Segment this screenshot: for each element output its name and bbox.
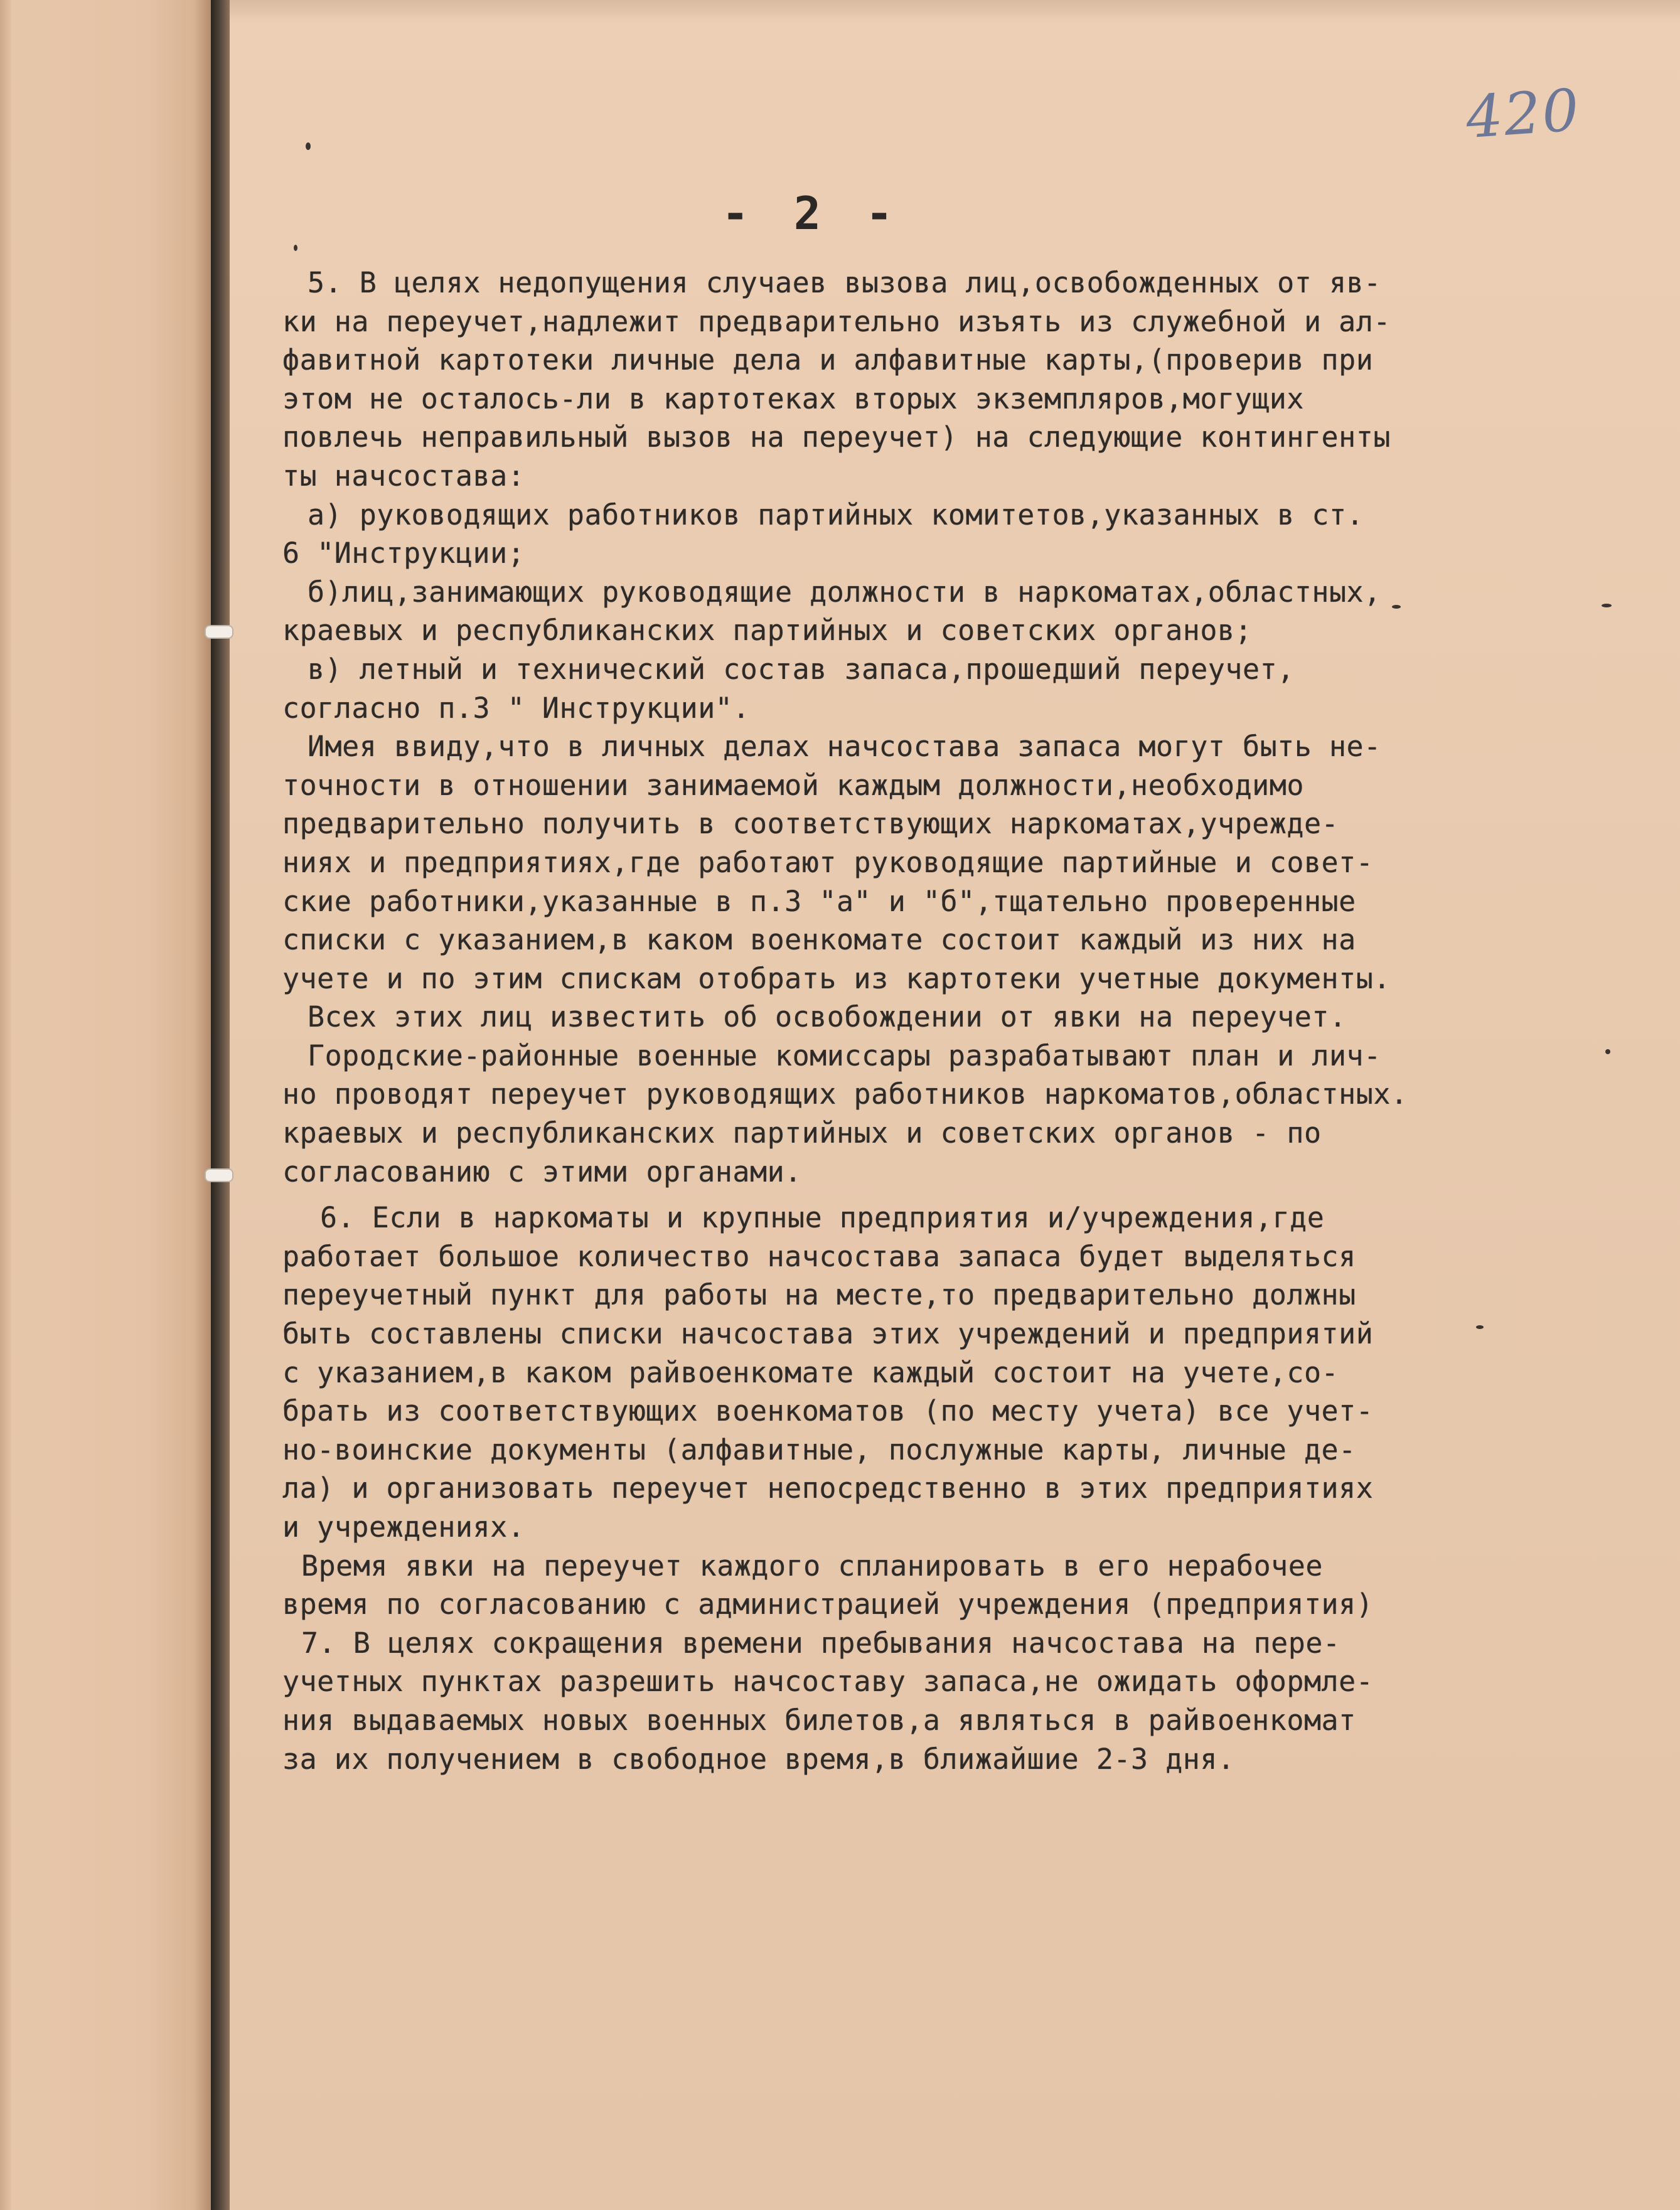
text-line: переучетный пункт для работы на месте,то предварительно должны — [282, 1278, 1356, 1312]
text-line: краевых и республиканских партийных и советских органов; — [282, 614, 1253, 648]
text-line: согласно п.3 " Инструкции". — [282, 691, 750, 725]
text-line: ки на переучет,надлежит предварительно изъять из служебной и ал- — [282, 304, 1391, 338]
text-line: но проводят переучет руководящих работников наркоматов,областных. — [282, 1077, 1408, 1111]
text-line: время по согласованию с администрацией учреждения (предприятия) — [282, 1588, 1374, 1621]
page-edge-shade — [0, 0, 11, 2210]
ink-speck — [1476, 1325, 1484, 1329]
text-line: Городские-районные военные комиссары разрабатывают план и лич- — [308, 1038, 1381, 1072]
text-line: но-воинские документы (алфавитные, послужные карты, личные де- — [282, 1433, 1356, 1466]
page-number: - 2 - — [722, 187, 902, 240]
text-line: краевых и республиканских партийных и советских органов - по — [282, 1116, 1322, 1150]
ink-speck — [294, 245, 297, 251]
text-line: 6. Если в наркоматы и крупные предприятия и/учреждения,где — [320, 1201, 1325, 1235]
ink-speck — [306, 142, 311, 150]
text-line: 7. В целях сокращения времени пребывания начсостава на пере- — [301, 1626, 1340, 1660]
ink-speck — [1605, 1049, 1610, 1054]
text-line: списки с указанием,в каком военкомате состоит каждый из них на — [282, 923, 1356, 957]
text-line: с указанием,в каком райвоенкомате каждый состоит на учете,со- — [282, 1355, 1339, 1389]
text-line: согласованию с этими органами. — [282, 1155, 802, 1188]
ink-speck — [1392, 605, 1401, 609]
text-line: брать из соответствующих военкоматов (по месту учета) все учет- — [282, 1394, 1374, 1428]
text-line: ниях и предприятиях,где работают руководящие партийные и совет- — [282, 845, 1374, 879]
previous-page-edge — [0, 0, 211, 2210]
binding-stitch — [205, 1168, 233, 1182]
binding-spine — [211, 0, 230, 2210]
text-line: учете и по этим спискам отобрать из картотеки учетные документы. — [282, 961, 1391, 995]
text-line: Время явки на переучет каждого спланировать в его нерабочее — [301, 1549, 1323, 1583]
document-body — [282, 264, 1613, 1778]
text-line: повлечь неправильный вызов на переучет) на следующие контингенты — [282, 420, 1391, 454]
text-line: работает большое количество начсостава запаса будет выделяться — [282, 1239, 1356, 1273]
text-line: и учреждениях. — [282, 1510, 525, 1544]
text-line: Всех этих лиц известить об освобождении от явки на переучет. — [308, 1000, 1347, 1034]
text-line: точности в отношении занимаемой каждым должности,необходимо — [282, 768, 1304, 802]
archive-folio-number: 420 — [1463, 76, 1583, 152]
text-line: предварительно получить в соответствующих наркоматах,учрежде- — [282, 807, 1339, 841]
text-line: учетных пунктах разрешить начсоставу запаса,не ожидать оформле- — [282, 1665, 1374, 1699]
text-line: ния выдаваемых новых военных билетов,а являться в райвоенкомат — [282, 1703, 1356, 1737]
text-line: ские работники,указанные в п.3 "а" и "б",тщательно проверенные — [282, 884, 1356, 918]
text-line: 6 "Инструкции; — [282, 536, 525, 570]
text-line: за их получением в свободное время,в ближайшие 2-3 дня. — [282, 1742, 1235, 1776]
binding-stitch — [205, 625, 233, 639]
text-line: 5. В целях недопущения случаев вызова лиц,освобожденных от яв- — [308, 266, 1381, 299]
text-line: в) летный и технический состав запаса,прошедший переучет, — [308, 652, 1295, 686]
text-line: а) руководящих работников партийных комитетов,указанных в ст. — [308, 498, 1364, 531]
text-line: б)лиц,занимающих руководящие должности в наркоматах,областных, — [308, 575, 1381, 609]
text-line: этом не осталось-ли в картотеках вторых экземпляров,могущих — [282, 382, 1304, 415]
text-line: ты начсостава: — [282, 459, 525, 493]
text-line: фавитной картотеки личные дела и алфавитные карты,(проверив при — [282, 343, 1374, 377]
ink-speck — [1602, 604, 1612, 607]
text-line: ла) и организовать переучет непосредственно в этих предприятиях — [282, 1471, 1374, 1505]
text-line: Имея ввиду,что в личных делах начсостава запаса могут быть не- — [308, 730, 1381, 764]
page-shadow — [230, 0, 1680, 23]
text-line: быть составлены списки начсостава этих учреждений и предприятий — [282, 1317, 1374, 1351]
